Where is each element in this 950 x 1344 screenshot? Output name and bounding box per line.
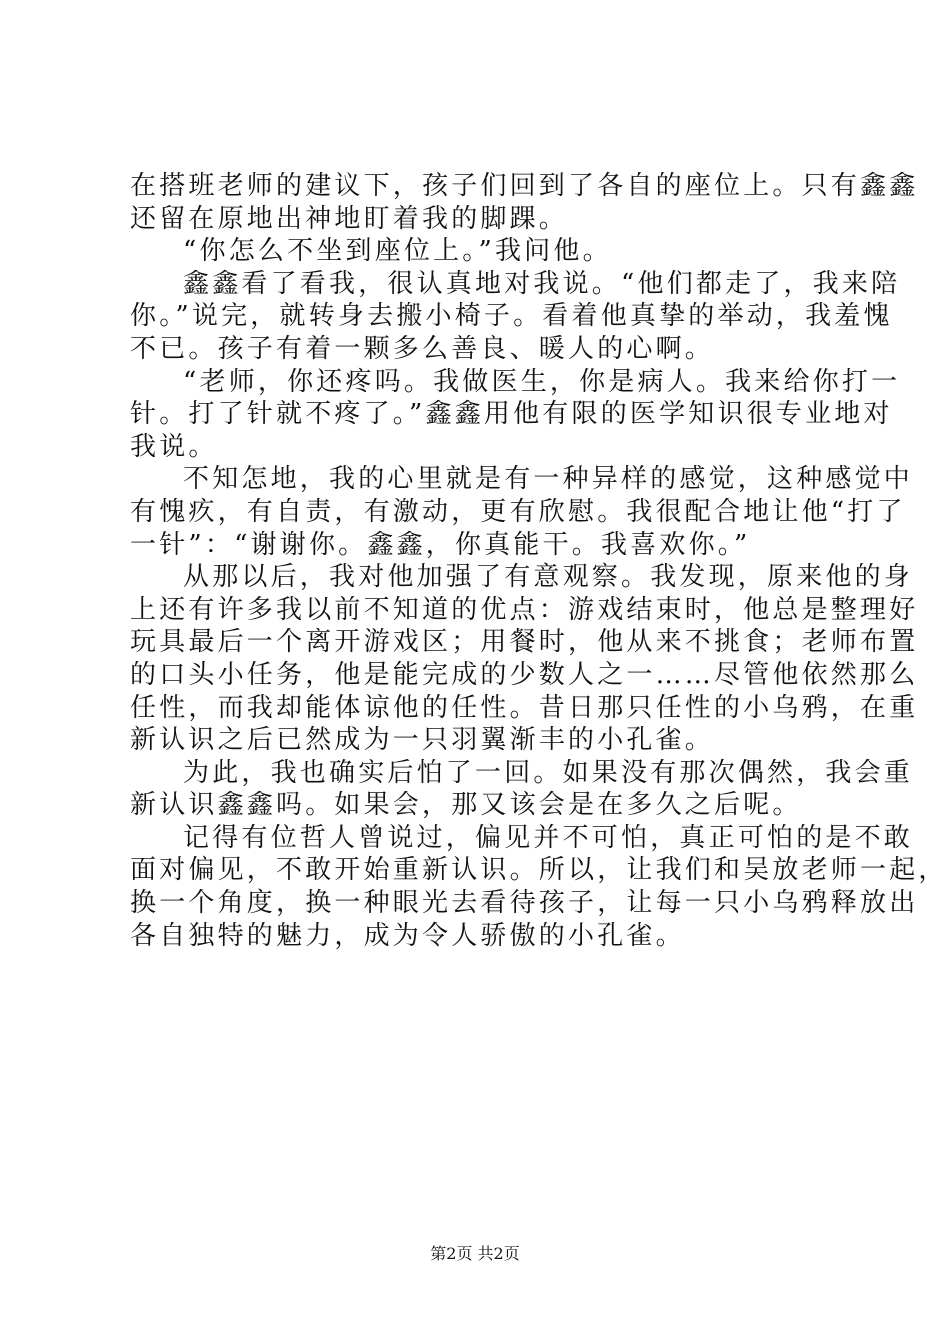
text-line: 为此，我也确实后怕了一回。如果没有那次偶然，我会重: [183, 757, 914, 788]
text-line: 从那以后，我对他加强了有意观察。我发现，原来他的身: [183, 562, 914, 593]
text-line: 不已。孩子有着一颗多么善良、暖人的心啊。: [130, 333, 715, 364]
page-footer: 第2页 共2页: [430, 1244, 520, 1263]
text-line: 各自独特的魅力，成为令人骄傲的小孔雀。: [130, 920, 685, 951]
text-line: “你怎么不坐到座位上。”我问他。: [183, 236, 612, 267]
text-line: 针。打了针就不疼了。”鑫鑫用他有限的医学知识很专业地对: [130, 399, 893, 430]
text-line: 还留在原地出神地盯着我的脚踝。: [130, 203, 569, 234]
text-line: 你。”说完，就转身去搬小椅子。看着他真挚的举动，我羞愧: [130, 301, 893, 332]
text-line: 不知怎地，我的心里就是有一种异样的感觉，这种感觉中: [183, 464, 914, 495]
text-line: 新认识鑫鑫吗。如果会，那又该会是在多久之后呢。: [130, 790, 802, 821]
text-line: 玩具最后一个离开游戏区；用餐时，他从来不挑食；老师布置: [130, 627, 919, 658]
text-line: 记得有位哲人曾说过，偏见并不可怕，真正可怕的是不敢: [183, 822, 914, 853]
text-line: 在搭班老师的建议下，孩子们回到了各自的座位上。只有鑫鑫: [130, 171, 919, 201]
text-line: 鑫鑫看了看我，很认真地对我说。“他们都走了，我来陪: [183, 268, 901, 299]
text-line: 任性，而我却能体谅他的任性。昔日那只任性的小乌鸦，在重: [130, 692, 919, 723]
text-line: 新认识之后已然成为一只羽翼渐丰的小孔雀。: [130, 725, 715, 756]
body-text: [130, 170, 948, 952]
text-line: 上还有许多我以前不知道的优点：游戏结束时，他总是整理好: [130, 594, 919, 625]
text-line: 换一个角度，换一种眼光去看待孩子，让每一只小乌鸦释放出: [130, 888, 919, 919]
text-line: “老师，你还疼吗。我做医生，你是病人。我来给你打一: [183, 366, 901, 397]
text-line: 的口头小任务，他是能完成的少数人之一……尽管他依然那么: [130, 659, 919, 690]
text-line: 有愧疚，有自责，有激动，更有欣慰。我很配合地让他“打了: [130, 496, 906, 527]
text-line: 一针”：“谢谢你。鑫鑫，你真能干。我喜欢你。”: [130, 529, 751, 560]
text-line: 面对偏见，不敢开始重新认识。所以，让我们和吴放老师一起，: [130, 855, 948, 886]
text-line: 我说。: [130, 431, 218, 462]
